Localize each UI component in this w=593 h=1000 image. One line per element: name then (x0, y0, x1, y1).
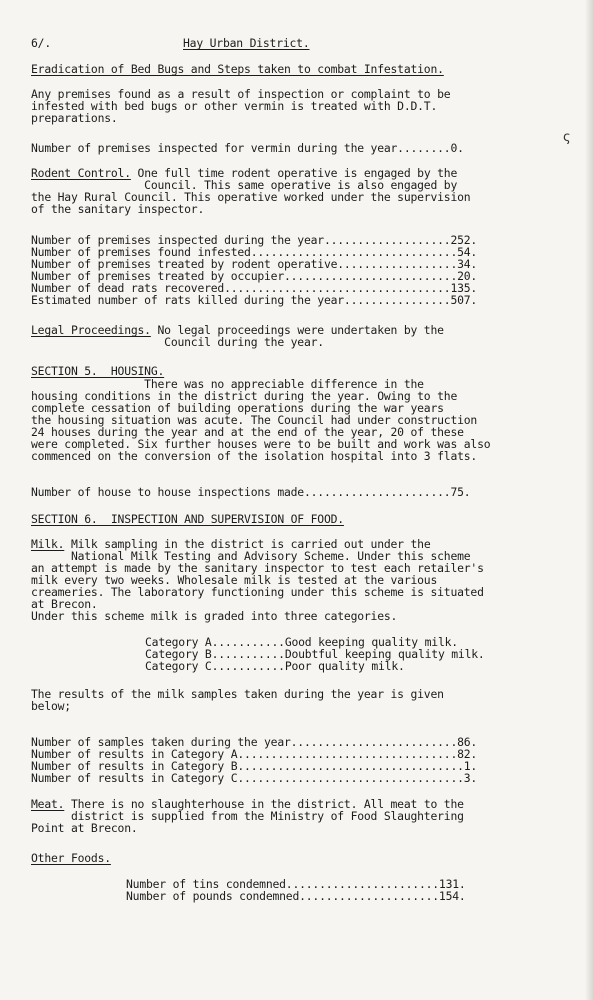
body-line: Council during the year. (31, 335, 324, 349)
body-line: housing conditions in the district during the year. Owing to the (31, 389, 458, 403)
other-foods-stat: Number of pounds condemned.....................154. (126, 889, 466, 903)
body-line: an attempt is made by the sanitary inspector to test each retailer's (31, 561, 484, 575)
page-edge-shadow (585, 0, 593, 1000)
milk-category: Category B...........Doubtful keeping quality milk. (145, 647, 485, 661)
body-line: Council. This same operative is also engaged by (31, 178, 458, 192)
milk-category: Category C...........Poor quality milk. (145, 659, 405, 673)
milk-result-stat: Number of results in Category B..................................1. (31, 759, 478, 773)
body-line: Milk sampling in the district is carried out under the (64, 537, 431, 551)
rodent-stat: Number of premises treated by occupier..........................20. (31, 269, 478, 283)
margin-pencil-mark: ς (563, 130, 571, 145)
milk-result-stat: Number of results in Category C..................................3. (31, 771, 478, 785)
page-title: Hay Urban District. (183, 36, 310, 50)
house-inspections-stat: Number of house to house inspections made......................75. (31, 485, 471, 499)
body-line: below; (31, 699, 71, 713)
body-line: the housing situation was acute. The Council had under construction (31, 413, 478, 427)
rodent-stat: Number of premises treated by rodent operative..................34. (31, 257, 478, 271)
food-heading: SECTION 6. INSPECTION AND SUPERVISION OF FOOD. (31, 512, 344, 526)
rodent-heading: Rodent Control. (31, 166, 131, 180)
body-line: There is no slaughterhouse in the district. All meat to the (64, 797, 464, 811)
rodent-stat: Number of premises found infested...............................54. (31, 245, 478, 259)
other-foods-heading: Other Foods. (31, 851, 111, 865)
body-line: infested with bed bugs or other vermin is treated with D.D.T. (31, 99, 438, 113)
body-line: were completed. Six further houses were to be built and work was also (31, 437, 491, 451)
body-line: district is supplied from the Ministry of Food Slaughtering (31, 809, 464, 823)
milk-result-stat: Number of samples taken during the year.........................86. (31, 735, 478, 749)
body-line: One full time rodent operative is engaged by the (130, 166, 458, 180)
vermin-inspected-stat: Number of premises inspected for vermin during the year........0. (31, 141, 464, 155)
milk-result-stat: Number of results in Category A.................................82. (31, 747, 478, 761)
rodent-stat: Estimated number of rats killed during the year................507. (31, 293, 478, 307)
body-line: milk every two weeks. Wholesale milk is tested at the various (31, 573, 438, 587)
body-line: National Milk Testing and Advisory Scheme. Under this scheme (31, 549, 471, 563)
housing-heading: SECTION 5. HOUSING. (31, 364, 165, 378)
body-line: Point at Brecon. (31, 821, 138, 835)
rodent-stat: Number of premises inspected during the year...................252. (31, 233, 478, 247)
milk-category: Category A...........Good keeping quality milk. (145, 635, 458, 649)
body-line: the Hay Rural Council. This operative worked under the supervision (31, 190, 471, 204)
body-line: No legal proceedings were undertaken by the (150, 323, 444, 337)
page-number: 6/. (31, 36, 51, 50)
legal-heading: Legal Proceedings. (31, 323, 151, 337)
body-line: at Brecon. (31, 597, 98, 611)
body-line: commenced on the conversion of the isolation hospital into 3 flats. (31, 449, 478, 463)
body-line: Any premises found as a result of inspection or complaint to be (31, 87, 451, 101)
eradication-heading: Eradication of Bed Bugs and Steps taken to combat Infestation. (31, 62, 444, 76)
body-line: 24 houses during the year and at the end of the year, 20 of these (31, 425, 464, 439)
body-line: preparations. (31, 111, 118, 125)
meat-heading: Meat. (31, 797, 65, 811)
body-line: of the sanitary inspector. (31, 202, 205, 216)
body-line: creameries. The laboratory functioning under this scheme is situated (31, 585, 484, 599)
rodent-stat: Number of dead rats recovered..................................135. (31, 281, 478, 295)
body-line: The results of the milk samples taken during the year is given (31, 687, 444, 701)
milk-heading: Milk. (31, 537, 65, 551)
body-line: complete cessation of building operations during the war years (31, 401, 444, 415)
body-line: Under this scheme milk is graded into three categories. (31, 609, 398, 623)
body-line: There was no appreciable difference in the (31, 377, 424, 391)
other-foods-stat: Number of tins condemned.......................131. (126, 877, 466, 891)
